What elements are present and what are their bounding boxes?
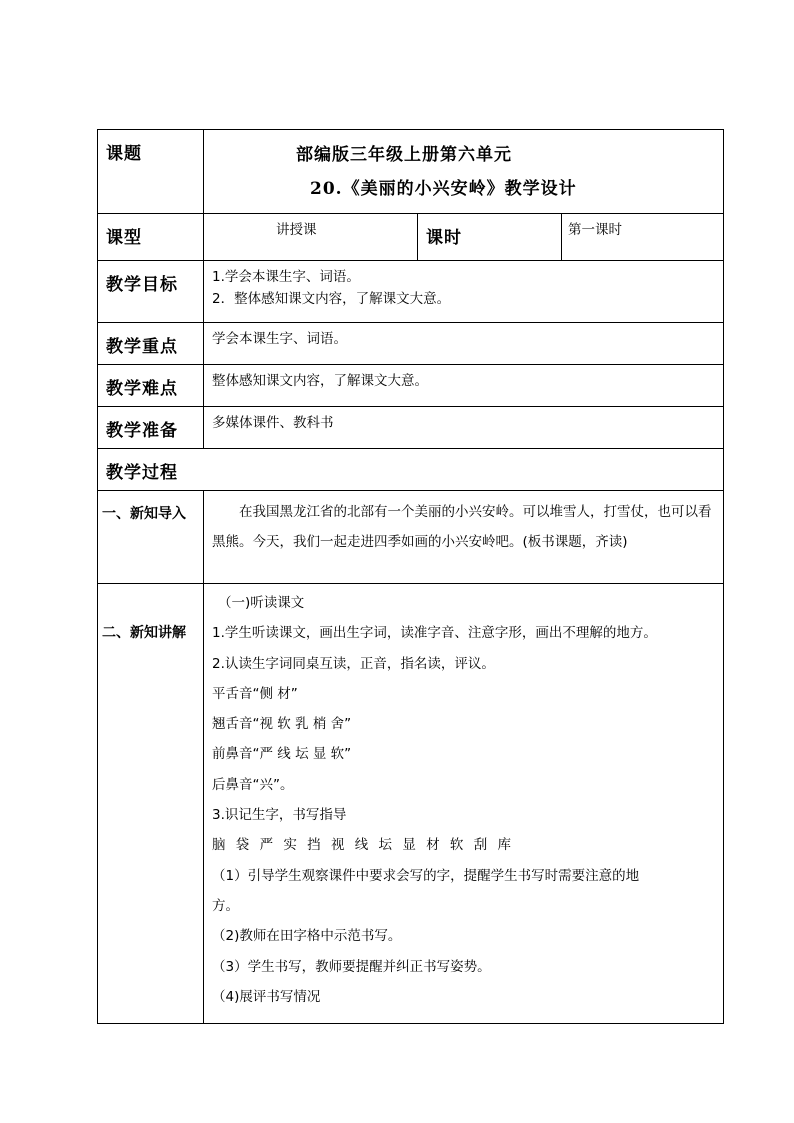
objectives-label: 教学目标 — [98, 261, 204, 323]
difficulty-value: 整体感知课文内容，了解课文大意。 — [204, 365, 724, 407]
preparation-row — [98, 407, 724, 449]
type-value: 讲授课 — [204, 214, 418, 261]
period-value: 第一课时 — [562, 214, 724, 261]
preparation-value: 多媒体课件、教科书 — [204, 407, 724, 449]
objective-item: 2．整体感知课文内容，了解课文大意。 — [212, 291, 451, 307]
preparation-label: 教学准备 — [98, 407, 204, 449]
type-label: 课型 — [98, 214, 204, 261]
process-line: 1.学生听读课文，画出生字词，读准字音、注意字形，画出不理解的地方。 — [212, 625, 657, 642]
process-heading-row — [98, 449, 724, 491]
process-line: 脑 袋 严 实 挡 视 线 坛 显 材 软 刮 库 — [212, 837, 514, 854]
process-line: 翘舌音“视 软 乳 梢 舍” — [212, 716, 352, 733]
title-label: 课题 — [98, 130, 204, 214]
section-2-row — [98, 584, 724, 1024]
key-point-label: 教学重点 — [98, 323, 204, 365]
process-heading: 教学过程 — [98, 449, 724, 491]
title-cell — [204, 130, 724, 214]
process-line: （3）学生书写，教师要提醒并纠正书写姿势。 — [212, 958, 491, 975]
section-1-label: 一、新知导入 — [98, 491, 204, 584]
difficulty-row — [98, 365, 724, 407]
process-line: （一)听读课文 — [218, 595, 305, 611]
objective-item: 1.学会本课生字、词语。 — [212, 269, 360, 285]
process-line: 前鼻音“严 线 坛 显 软” — [212, 746, 352, 763]
section-1-text: 在我国黑龙江省的北部有一个美丽的小兴安岭。可以堆雪人，打雪仗，也可以看黑熊。今天，我们一起走进四季如画的小兴安岭吧。(板书课题，齐读) — [204, 491, 724, 584]
section-2-label: 二、新知讲解 — [98, 584, 204, 1024]
title-line-2: 20.《美丽的小兴安岭》教学设计 — [310, 179, 577, 199]
objectives-cell — [204, 261, 724, 323]
section-1-row — [98, 491, 724, 584]
title-row — [98, 130, 724, 214]
difficulty-label: 教学难点 — [98, 365, 204, 407]
period-label: 课时 — [418, 214, 562, 261]
process-line: 后鼻音“兴”。 — [212, 776, 294, 793]
process-line: 方。 — [212, 897, 239, 914]
objectives-row — [98, 261, 724, 323]
type-row — [98, 214, 724, 261]
title-line-1: 部编版三年级上册第六单元 — [296, 145, 512, 165]
process-line: 3.识记生字，书写指导 — [212, 807, 347, 824]
process-line: （4)展评书写情况 — [212, 988, 321, 1005]
process-line: （1）引导学生观察课件中要求会写的字，提醒学生书写时需要注意的地 — [212, 867, 640, 884]
process-line: 2.认读生字词同桌互读，正音，指名读，评议。 — [212, 655, 495, 672]
lesson-plan-table — [97, 129, 724, 1024]
key-point-row — [98, 323, 724, 365]
process-line: （2)教师在田字格中示范书写。 — [212, 928, 402, 945]
key-point-value: 学会本课生字、词语。 — [204, 323, 724, 365]
process-line: 平舌音“侧 材” — [212, 685, 298, 702]
section-2-cell — [204, 584, 724, 1024]
